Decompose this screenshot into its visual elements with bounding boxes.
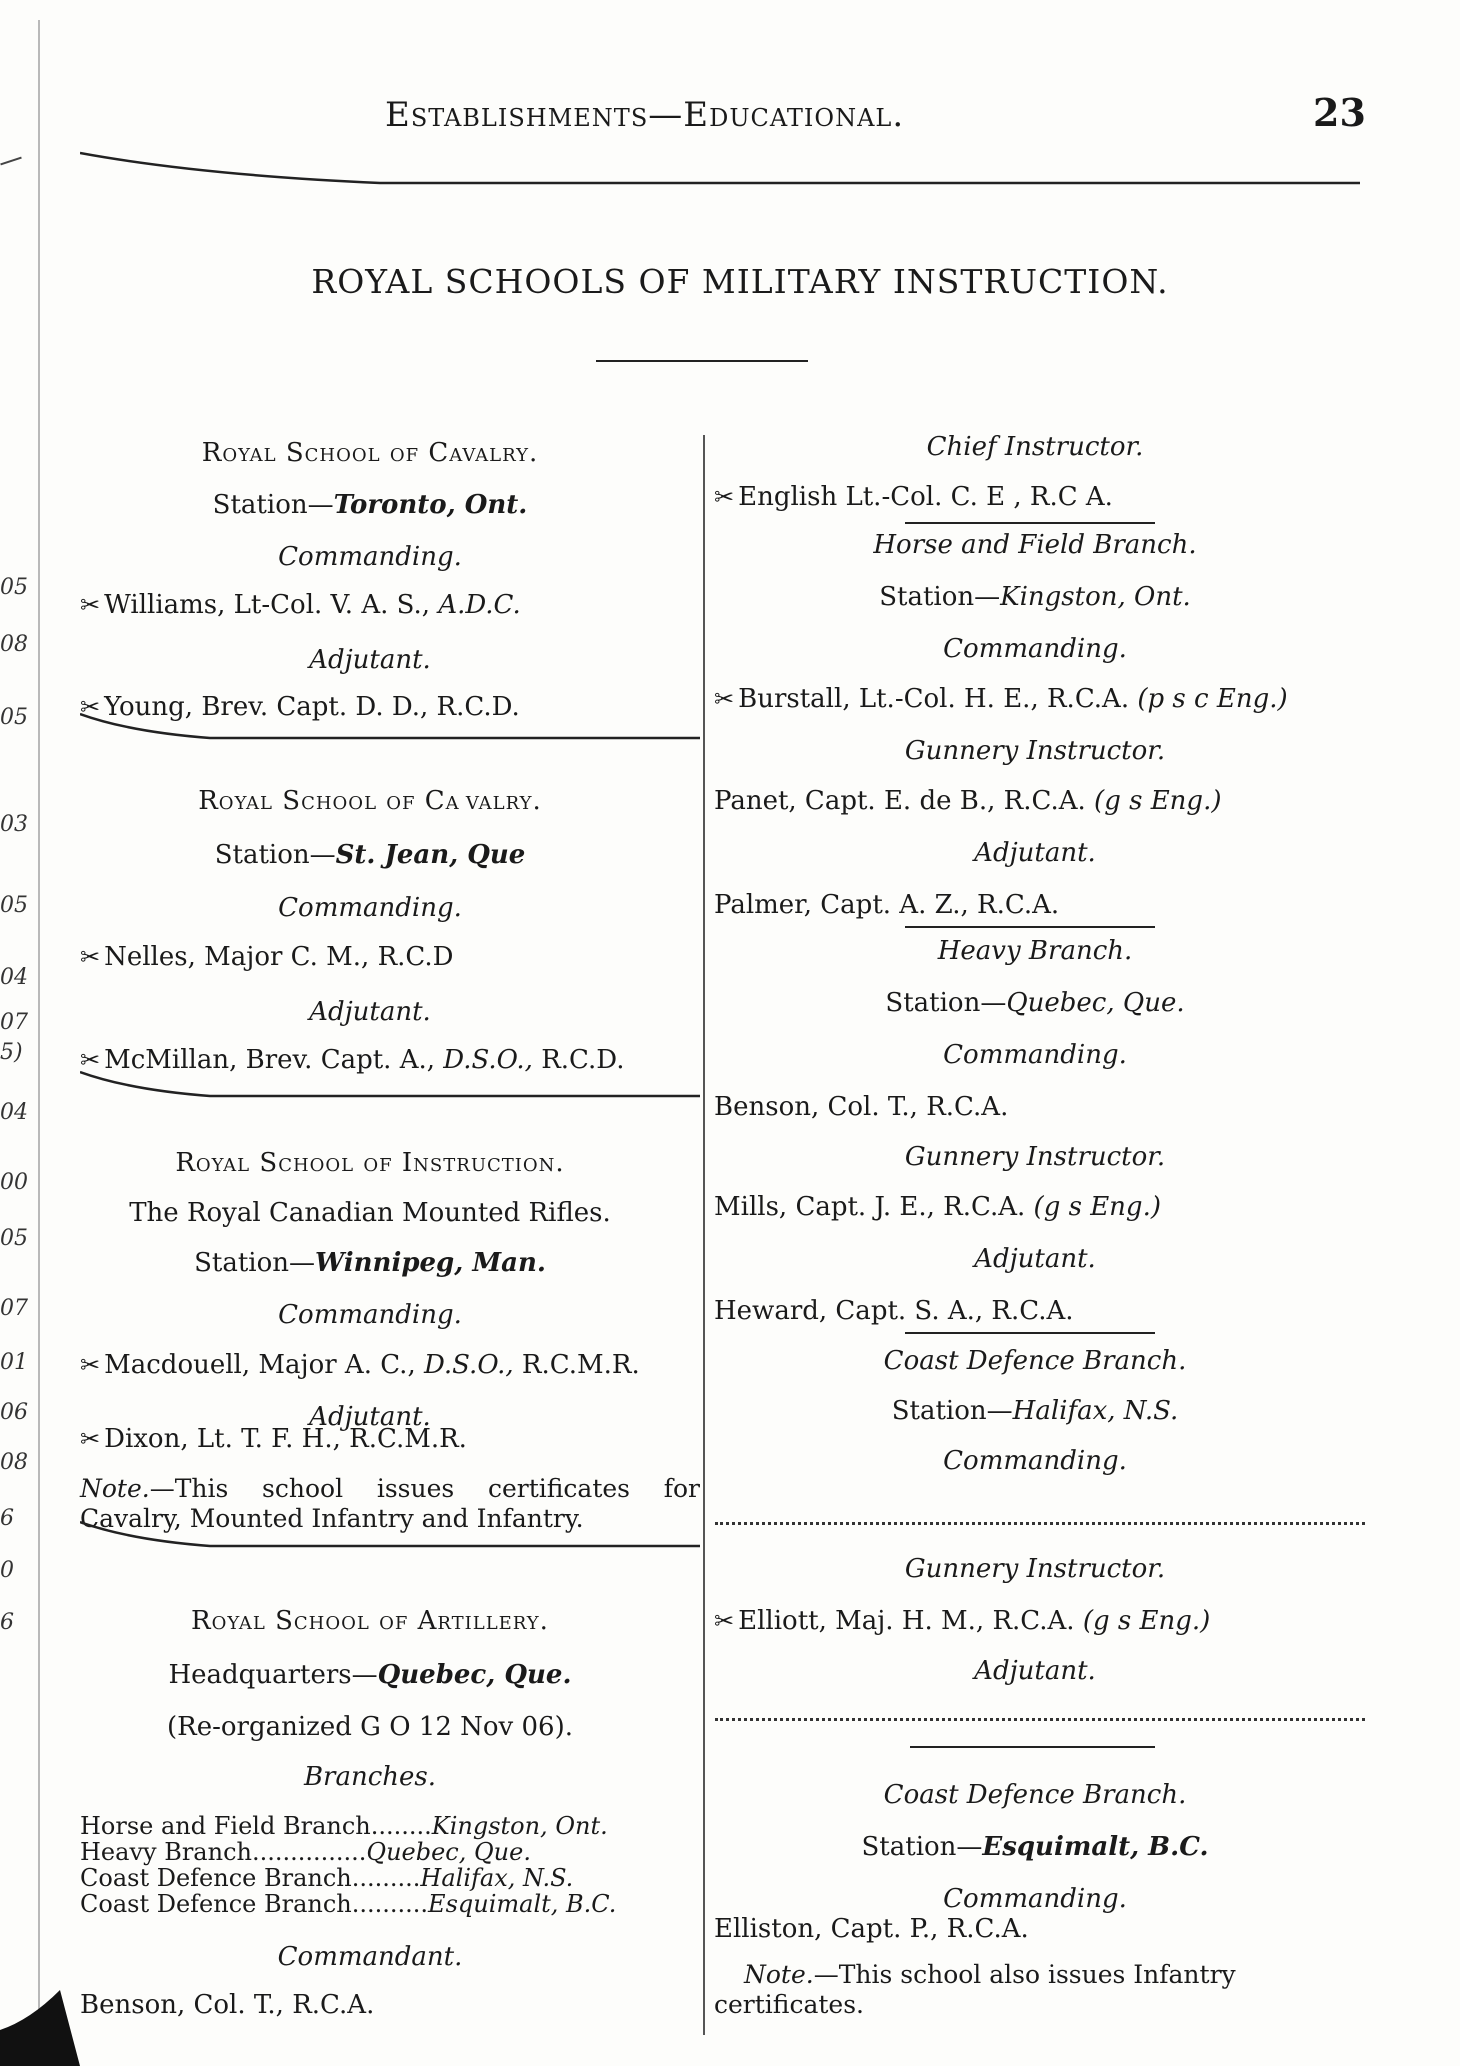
officer-name: English Lt.-Col. C. E , R.C A. (738, 482, 1113, 512)
commanding-officer (80, 942, 454, 972)
branch-name: Heavy Branch (80, 1838, 252, 1866)
margin-number: 07 (0, 1296, 28, 1321)
vacant-dotted-line (715, 1522, 1365, 1529)
binding-tick-mark (0, 157, 22, 166)
officer-honour: D.S.O., (443, 1045, 533, 1075)
branch-rule (910, 1746, 1155, 1748)
officer-honour: D.S.O., (423, 1350, 514, 1380)
station-line (40, 490, 700, 520)
branch-row (80, 1890, 700, 1918)
scissors-icon: ✂ (80, 693, 101, 721)
commanding-officer (714, 684, 1288, 714)
commanding-label: Commanding. (943, 1040, 1127, 1070)
leader-dots: ............... (251, 1838, 367, 1866)
margin-number: 05 (0, 575, 28, 600)
officer-name: Macdouell, Major A. C., (104, 1350, 424, 1380)
branch-rule (905, 1332, 1155, 1334)
section-rule (80, 1520, 700, 1550)
branch-heading: Heavy Branch. (937, 936, 1133, 966)
branches-label: Branches. (303, 1762, 437, 1792)
margin-number: 01 (0, 1350, 28, 1375)
scissors-icon: ✂ (80, 1046, 101, 1074)
gunnery-label: Gunnery Instructor. (904, 1142, 1166, 1172)
main-title: ROYAL SCHOOLS OF MILITARY INSTRUCTION. (311, 262, 1169, 301)
margin-number: 08 (0, 632, 28, 657)
station-label: Station— (891, 1396, 1013, 1426)
margin-number: 05 (0, 893, 28, 918)
officer-unit: R.C.M.R. (513, 1350, 640, 1380)
officer-honour: A.D.C. (438, 590, 521, 620)
hq-label: Headquarters— (168, 1660, 378, 1690)
margin-number: 05 (0, 705, 28, 730)
branch-rule (905, 926, 1155, 928)
gunnery-officer (714, 1606, 1210, 1636)
station-label: Station— (885, 988, 1007, 1018)
unit-name: The Royal Canadian Mounted Rifles. (129, 1198, 611, 1228)
section-heading: Royal School of Cavalry. (201, 438, 539, 468)
commanding-officer (80, 1350, 640, 1380)
leader-dots: ......... (351, 1864, 421, 1892)
gunnery-label: Gunnery Instructor. (904, 736, 1166, 766)
officer-name: Young, Brev. Capt. D. D., R.C.D. (104, 692, 520, 722)
margin-number: 08 (0, 1450, 28, 1475)
adjutant-officer: Palmer, Capt. A. Z., R.C.A. (714, 890, 1060, 920)
station-label: Station— (214, 840, 336, 870)
scissors-icon: ✂ (80, 1425, 101, 1453)
commanding-officer (80, 590, 521, 620)
commanding-label: Commanding. (278, 542, 462, 572)
gunnery-officer (714, 786, 1221, 816)
commanding-label: Commanding. (278, 1300, 462, 1330)
branch-place: Halifax, N.S. (420, 1864, 574, 1892)
adjutant-label: Adjutant. (974, 1656, 1096, 1686)
adjutant-label: Adjutant. (309, 1402, 431, 1432)
reorganized-note: (Re-organized G O 12 Nov 06). (167, 1712, 573, 1742)
adjutant-officer (80, 1424, 467, 1454)
officer-name: Williams, Lt-Col. V. A. S., (104, 590, 439, 620)
commanding-label: Commanding. (943, 1446, 1127, 1476)
branch-row (80, 1812, 700, 1840)
page-corner-shadow (0, 1950, 110, 2066)
commandant-officer: Benson, Col. T., R.C.A. (80, 1990, 375, 2020)
officer-qualification: (p s c Eng.) (1137, 684, 1288, 714)
adjutant-label: Adjutant. (974, 1244, 1096, 1274)
note-text: —This school issues certificates for Cavalry, Mounted Infantry and Infantry. (80, 1474, 700, 1533)
note-text: —This school also issues Infantry certificates. (714, 1960, 1236, 2019)
binding-edge-line (38, 20, 40, 2060)
branch-row (80, 1838, 700, 1866)
station-place: Kingston, Ont. (1000, 582, 1191, 612)
station-place: Quebec, Que. (1006, 988, 1185, 1018)
commanding-label: Commanding. (943, 1884, 1127, 1914)
adjutant-label: Adjutant. (309, 997, 431, 1027)
station-label: Station— (212, 490, 334, 520)
branch-rule (905, 522, 1155, 524)
section-rule (80, 1070, 700, 1100)
margin-number: 00 (0, 1170, 28, 1195)
officer-name: Nelles, Major C. M., R.C.D (104, 942, 454, 972)
commanding-label: Commanding. (278, 893, 462, 923)
officer-qualification: (g s Eng.) (1094, 786, 1222, 816)
section-heading: Royal School of Artillery. (191, 1606, 549, 1636)
margin-number: 04 (0, 965, 28, 990)
margin-number: 07 (0, 1010, 28, 1035)
branch-heading: Coast Defence Branch. (883, 1780, 1187, 1810)
station-label: Station— (861, 1832, 983, 1862)
margin-number: 03 (0, 812, 28, 837)
gunnery-label: Gunnery Instructor. (904, 1554, 1166, 1584)
station-label: Station— (194, 1248, 316, 1278)
station-line (705, 1396, 1365, 1426)
officer-name: Panet, Capt. E. de B., R.C.A. (714, 786, 1095, 816)
vacant-dotted-line (715, 1718, 1365, 1725)
station-line (40, 840, 700, 870)
station-label: Station— (879, 582, 1001, 612)
scissors-icon: ✂ (80, 1351, 101, 1379)
commandant-label: Commandant. (277, 1942, 463, 1972)
adjutant-label: Adjutant. (974, 838, 1096, 868)
branch-heading: Horse and Field Branch. (873, 530, 1197, 560)
note-paragraph (714, 1960, 1364, 2020)
gunnery-officer (714, 1192, 1161, 1222)
scissors-icon: ✂ (80, 943, 101, 971)
station-place: Esquimalt, B.C. (982, 1832, 1209, 1862)
commanding-officer: Benson, Col. T., R.C.A. (714, 1092, 1009, 1122)
margin-number: 06 (0, 1400, 28, 1425)
commanding-label: Commanding. (943, 634, 1127, 664)
scissors-icon: ✂ (714, 685, 735, 713)
station-place: Winnipeg, Man. (315, 1248, 546, 1278)
branch-name: Horse and Field Branch (80, 1812, 371, 1840)
station-line (705, 582, 1365, 612)
margin-number: 5) (0, 1040, 23, 1065)
section-heading: Royal School of Instruction. (175, 1148, 565, 1178)
hq-place: Quebec, Que. (377, 1660, 572, 1690)
officer-qualification: (g s Eng.) (1082, 1606, 1211, 1636)
page-number: 23 (1313, 90, 1366, 135)
chief-instructor-label: Chief Instructor. (926, 432, 1144, 462)
officer-name: Dixon, Lt. T. F. H., R.C.M.R. (104, 1424, 467, 1454)
officer-name: Burstall, Lt.-Col. H. E., R.C.A. (738, 684, 1138, 714)
margin-number: 0 (0, 1558, 14, 1583)
branch-name: Coast Defence Branch (80, 1864, 352, 1892)
section-heading: Royal School of Ca valry. (198, 786, 542, 816)
header-rule (80, 145, 1360, 185)
margin-number: 05 (0, 1226, 28, 1251)
margin-number: 6 (0, 1610, 14, 1635)
running-head: Establishments—Educational. (385, 95, 905, 135)
officer-qualification: (g s Eng.) (1033, 1192, 1161, 1222)
margin-number: 6 (0, 1506, 14, 1531)
station-place: Halifax, N.S. (1012, 1396, 1179, 1426)
scissors-icon: ✂ (80, 591, 101, 619)
branch-place: Kingston, Ont. (431, 1812, 608, 1840)
station-place: St. Jean, Que (335, 840, 526, 870)
title-rule (596, 360, 808, 362)
station-line (705, 1832, 1365, 1862)
officer-unit: R.C.D. (532, 1045, 625, 1075)
section-rule (80, 712, 700, 742)
margin-number: 04 (0, 1100, 28, 1125)
leader-dots: .......... (351, 1890, 429, 1918)
station-place: Toronto, Ont. (333, 490, 528, 520)
station-line (705, 988, 1365, 1018)
note-label: Note. (80, 1474, 150, 1503)
branch-row (80, 1864, 700, 1892)
adjutant-label: Adjutant. (309, 645, 431, 675)
adjutant-officer: Heward, Capt. S. A., R.C.A. (714, 1296, 1074, 1326)
station-line (40, 1248, 700, 1278)
scissors-icon: ✂ (714, 483, 735, 511)
headquarters-line (40, 1660, 700, 1690)
leader-dots: ........ (370, 1812, 432, 1840)
chief-instructor (714, 482, 1113, 512)
officer-name: Mills, Capt. J. E., R.C.A. (714, 1192, 1034, 1222)
note-label: Note. (744, 1960, 814, 1989)
branch-place: Esquimalt, B.C. (428, 1890, 617, 1918)
scissors-icon: ✂ (714, 1607, 735, 1635)
branch-name: Coast Defence Branch (80, 1890, 352, 1918)
branch-heading: Coast Defence Branch. (883, 1346, 1187, 1376)
officer-name: Elliott, Maj. H. M., R.C.A. (738, 1606, 1083, 1636)
officer-name: McMillan, Brev. Capt. A., (104, 1045, 444, 1075)
commanding-officer: Elliston, Capt. P., R.C.A. (714, 1914, 1029, 1944)
branch-place: Quebec, Que. (366, 1838, 531, 1866)
